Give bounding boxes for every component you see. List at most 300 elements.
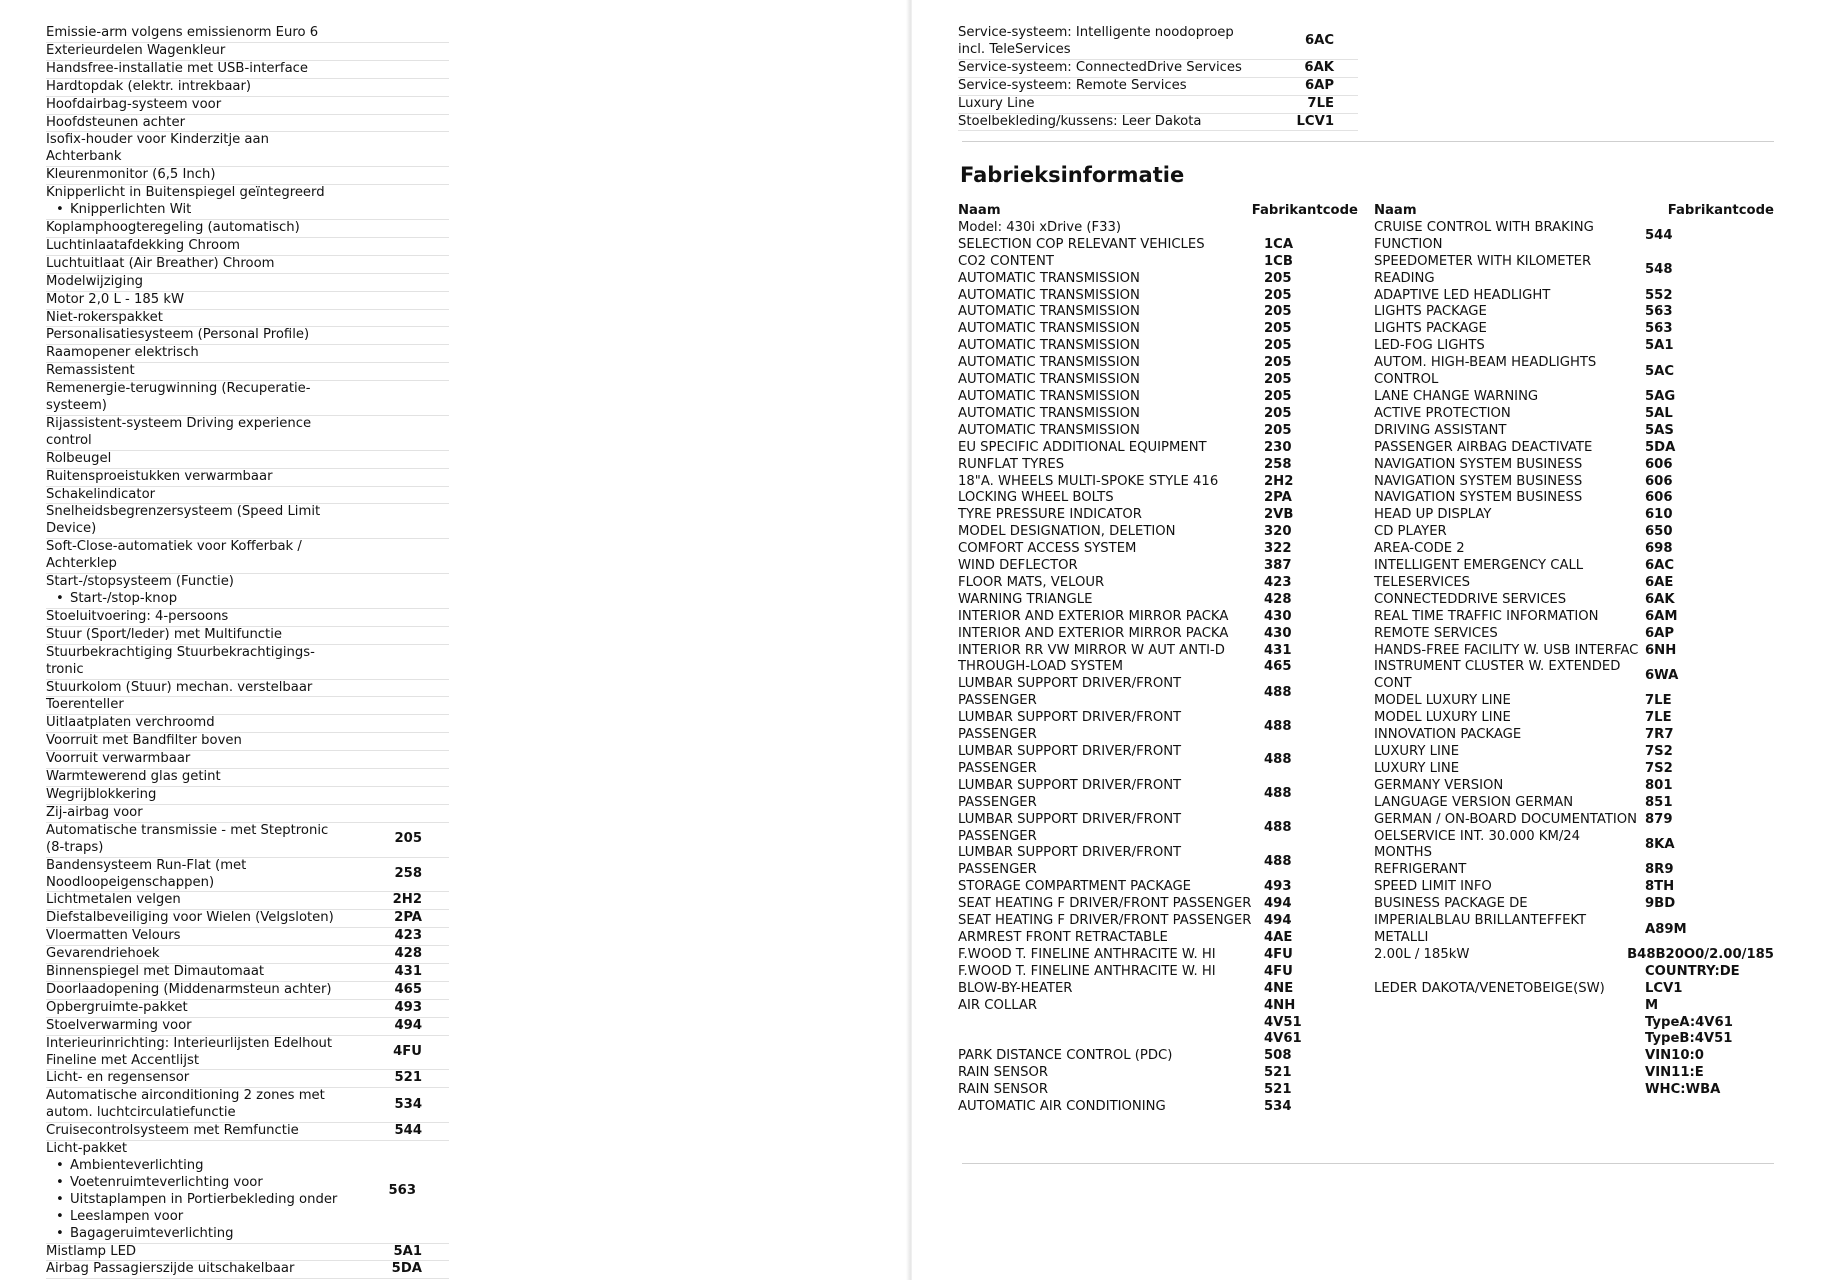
list-item — [958, 964, 1358, 981]
item-name: GERMANY VERSION — [1374, 777, 1504, 793]
item-code: 6AC — [1645, 558, 1675, 574]
list-item — [46, 115, 449, 133]
divider — [962, 1163, 1774, 1164]
item-name: LEDER DAKOTA/VENETOBEIGE(SW) — [1374, 980, 1605, 996]
list-item — [958, 896, 1358, 913]
list-item — [46, 1070, 449, 1088]
list-item — [958, 60, 1358, 78]
item-name: Motor 2,0 L - 185 kW — [46, 291, 184, 307]
item-name: LUMBAR SUPPORT DRIVER/FRONT PASSENGER — [958, 710, 1182, 743]
item-code: 488 — [1264, 718, 1292, 734]
item-code: LCV1 — [1296, 113, 1334, 129]
item-code: 7LE — [1645, 693, 1672, 709]
item-name: Stuurkolom (Stuur) mechan. verstelbaar — [46, 679, 313, 695]
list-item — [958, 389, 1358, 406]
item-name: Interieurinrichting: Interieurlijsten Edelhout Fineline met Accentlijst — [46, 1035, 333, 1068]
item-code: 205 — [1264, 304, 1292, 320]
item-code: 494 — [394, 1017, 422, 1033]
list-item — [46, 79, 449, 97]
item-name: AUTOMATIC TRANSMISSION — [958, 270, 1140, 286]
item-code: 4FU — [1264, 946, 1293, 962]
list-item — [958, 338, 1358, 355]
item-code: 606 — [1645, 490, 1673, 506]
item-name: Licht- en regensensor — [46, 1070, 190, 1086]
list-item — [1374, 913, 1774, 947]
item-code: 6AM — [1645, 608, 1678, 624]
list-item — [958, 1082, 1358, 1099]
item-code: 6AP — [1645, 625, 1675, 641]
list-item — [46, 645, 449, 680]
item-name: Exterieurdelen Wagenkleur — [46, 42, 226, 58]
item-name: AUTOM. HIGH-BEAM HEADLIGHTS CONTROL — [1374, 355, 1597, 388]
item-name: TELESERVICES — [1374, 574, 1471, 590]
item-name: Luxury Line — [958, 95, 1035, 111]
list-item — [958, 237, 1358, 254]
item-code: 6AP — [1304, 77, 1334, 93]
item-name: Service-systeem: ConnectedDrive Services — [958, 59, 1242, 75]
list-item — [46, 97, 449, 115]
item-code: 258 — [394, 866, 422, 882]
list-item — [958, 643, 1358, 660]
item-code: 5AC — [1645, 363, 1675, 379]
item-code: 5A1 — [393, 1243, 422, 1259]
item-code: 2VB — [1264, 507, 1294, 523]
item-name: SELECTION COP RELEVANT VEHICLES — [958, 236, 1205, 252]
item-name: NAVIGATION SYSTEM BUSINESS — [1374, 490, 1583, 506]
item-name: WIND DEFLECTOR — [958, 558, 1078, 574]
list-item — [46, 928, 449, 946]
code-header: Fabrikantcode — [1667, 203, 1774, 218]
item-code: 879 — [1645, 811, 1673, 827]
item-name: PARK DISTANCE CONTROL (PDC) — [958, 1048, 1173, 1064]
item-name: HANDS-FREE FACILITY W. USB INTERFAC — [1374, 642, 1639, 658]
list-item — [46, 451, 449, 469]
item-code: 8R9 — [1645, 862, 1674, 878]
list-item — [1374, 812, 1774, 829]
list-item — [46, 1018, 449, 1036]
item-code: 205 — [1264, 321, 1292, 337]
item-name: Modelwijziging — [46, 273, 144, 289]
list-item — [46, 680, 449, 698]
item-name: REAL TIME TRAFFIC INFORMATION — [1374, 608, 1599, 624]
name-header: Naam — [958, 203, 1001, 218]
list-item — [1374, 829, 1774, 863]
item-code: 5AS — [1645, 422, 1674, 438]
item-name: SPEED LIMIT INFO — [1374, 879, 1492, 895]
item-name: Knipperlicht in Buitenspiegel geïntegreerd — [46, 185, 325, 201]
list-item — [958, 845, 1358, 879]
item-name: WARNING TRIANGLE — [958, 591, 1093, 607]
list-item — [1374, 626, 1774, 643]
item-name: Zij-airbag voor — [46, 804, 143, 820]
item-code: 488 — [1264, 853, 1292, 869]
item-name: TYRE PRESSURE INDICATOR — [958, 507, 1142, 523]
list-item — [958, 114, 1358, 132]
item-code: 548 — [1645, 262, 1673, 278]
list-item — [1374, 541, 1774, 558]
sub-list — [46, 202, 346, 219]
sub-item: • Knipperlichten Wit — [46, 202, 346, 219]
factory-table-right — [1374, 203, 1774, 1099]
item-name: Hardtopdak (elektr. intrekbaar) — [46, 78, 252, 94]
item-code: TypeA:4V61 — [1645, 1014, 1733, 1030]
list-item — [958, 1015, 1358, 1032]
list-item — [46, 310, 449, 328]
list-item — [958, 271, 1358, 288]
list-item — [46, 25, 449, 43]
list-item — [1374, 592, 1774, 609]
item-name: HEAD UP DISPLAY — [1374, 507, 1492, 523]
item-code: 606 — [1645, 456, 1673, 472]
list-item — [1374, 457, 1774, 474]
list-item — [958, 998, 1358, 1015]
item-name: Rijassistent-systeem Driving experience control — [46, 415, 312, 448]
list-item — [46, 910, 449, 928]
item-block — [46, 574, 346, 608]
item-name: THROUGH-LOAD SYSTEM — [958, 659, 1124, 675]
item-code: 230 — [1264, 439, 1292, 455]
list-item — [1374, 609, 1774, 626]
list-item — [46, 964, 449, 982]
item-code: 9BD — [1645, 896, 1676, 912]
item-name: Mistlamp LED — [46, 1243, 137, 1259]
list-item — [958, 676, 1358, 710]
item-code: 8KA — [1645, 836, 1675, 852]
item-name: REFRIGERANT — [1374, 862, 1467, 878]
item-name: Lichtmetalen velgen — [46, 892, 181, 908]
item-name: Soft-Close-automatiek voor Kofferbak / Achterklep — [46, 539, 302, 572]
list-item — [46, 1088, 449, 1123]
item-code: 6NH — [1645, 642, 1677, 658]
list-item — [958, 78, 1358, 96]
list-item — [1374, 1065, 1774, 1082]
item-name: REMOTE SERVICES — [1374, 625, 1498, 641]
list-item — [1374, 321, 1774, 338]
item-code: 205 — [1264, 405, 1292, 421]
item-block — [46, 185, 346, 219]
item-code: 4NH — [1264, 997, 1296, 1013]
code-header: Fabrikantcode — [1251, 203, 1358, 218]
list-item — [46, 751, 449, 769]
item-name: CD PLAYER — [1374, 524, 1447, 540]
item-code: 4V61 — [1264, 1031, 1302, 1047]
item-name: Luchtinlaatafdekking Chroom — [46, 237, 241, 253]
item-name: Airbag Passagierszijde uitschakelbaar — [46, 1261, 295, 1277]
item-name: Koplamphoogteregeling (automatisch) — [46, 219, 300, 235]
item-code: 1CB — [1264, 253, 1293, 269]
item-name: Handsfree-installatie met USB-interface — [46, 60, 309, 76]
list-item — [46, 715, 449, 733]
list-item — [1374, 474, 1774, 491]
list-item — [958, 778, 1358, 812]
item-name: Isofix-houder voor Kinderzitje aan Achterbank — [46, 132, 269, 165]
item-name: AUTOMATIC TRANSMISSION — [958, 338, 1140, 354]
list-item — [46, 1000, 449, 1018]
list-item — [958, 490, 1358, 507]
item-name: AUTOMATIC TRANSMISSION — [958, 304, 1140, 320]
item-name: ARMREST FRONT RETRACTABLE — [958, 929, 1168, 945]
item-name: STORAGE COMPARTMENT PACKAGE — [958, 879, 1192, 895]
item-name: Remenergie-terugwinning (Recuperatie-systeem) — [46, 381, 311, 414]
item-code: 2PA — [1264, 490, 1292, 506]
list-item — [958, 96, 1358, 114]
item-code: 6WA — [1645, 667, 1679, 683]
list-item — [1374, 423, 1774, 440]
table-body — [958, 220, 1358, 1116]
item-code: 205 — [1264, 355, 1292, 371]
list-item — [958, 930, 1358, 947]
item-code: 6AK — [1645, 591, 1675, 607]
item-code: COUNTRY:DE — [1645, 963, 1740, 979]
list-item — [46, 787, 449, 805]
sub-list — [46, 1158, 346, 1243]
item-code: 6AE — [1645, 574, 1674, 590]
item-code: 465 — [1264, 659, 1292, 675]
item-name: INTERIOR RR VW MIRROR W AUT ANTI-D — [958, 642, 1225, 658]
item-code: 5AG — [1645, 388, 1676, 404]
list-item — [958, 457, 1358, 474]
list-item — [958, 913, 1358, 930]
item-name: Diefstalbeveiliging voor Wielen (Velgsloten) — [46, 910, 334, 926]
list-item — [1374, 981, 1774, 998]
item-name: INSTRUMENT CLUSTER W. EXTENDED CONT — [1374, 659, 1621, 692]
item-name: NAVIGATION SYSTEM BUSINESS — [1374, 473, 1583, 489]
item-code: 205 — [1264, 388, 1292, 404]
item-code: 488 — [1264, 786, 1292, 802]
list-item — [46, 292, 449, 310]
list-item — [1374, 490, 1774, 507]
list-item — [46, 982, 449, 1000]
item-name: MODEL DESIGNATION, DELETION — [958, 524, 1176, 540]
list-item — [46, 185, 449, 220]
list-item — [46, 892, 449, 910]
list-item — [46, 327, 449, 345]
item-code: 205 — [394, 831, 422, 847]
item-block — [46, 1141, 346, 1242]
item-code: 2PA — [394, 910, 422, 926]
item-code: M — [1645, 997, 1659, 1013]
item-code: 801 — [1645, 777, 1673, 793]
list-item — [1374, 440, 1774, 457]
list-item — [958, 288, 1358, 305]
item-name: Raamopener elektrisch — [46, 345, 199, 361]
item-name: AUTOMATIC AIR CONDITIONING — [958, 1099, 1166, 1115]
list-item — [46, 345, 449, 363]
item-name: LIGHTS PACKAGE — [1374, 304, 1487, 320]
item-name: Emissie-arm volgens emissienorm Euro 6 — [46, 25, 319, 40]
item-name: Uitlaatplaten verchroomd — [46, 715, 215, 731]
list-item — [958, 744, 1358, 778]
item-name: LUMBAR SUPPORT DRIVER/FRONT PASSENGER — [958, 811, 1182, 844]
list-item — [1374, 406, 1774, 423]
item-name: ADAPTIVE LED HEADLIGHT — [1374, 287, 1551, 303]
item-name: INNOVATION PACKAGE — [1374, 727, 1522, 743]
options-list — [958, 25, 1358, 131]
item-code: 205 — [1264, 338, 1292, 354]
sub-item: • Voetenruimteverlichting voor — [46, 1175, 346, 1192]
list-item — [958, 25, 1358, 60]
item-code: 431 — [394, 964, 422, 980]
item-name: Voorruit verwarmbaar — [46, 751, 191, 767]
item-name: Niet-rokerspakket — [46, 309, 163, 325]
item-name: CONNECTEDDRIVE SERVICES — [1374, 591, 1567, 607]
list-item — [46, 858, 449, 893]
list-item — [46, 487, 449, 505]
list-item — [1374, 693, 1774, 710]
item-name: LANE CHANGE WARNING — [1374, 388, 1539, 404]
item-name: Stoelbekleding/kussens: Leer Dakota — [958, 113, 1202, 129]
item-name: Vloermatten Velours — [46, 928, 181, 944]
list-item — [1374, 288, 1774, 305]
item-name: Kleurenmonitor (6,5 Inch) — [46, 167, 216, 183]
item-name: Personalisatiesysteem (Personal Profile) — [46, 327, 310, 343]
list-item — [958, 812, 1358, 846]
item-code: TypeB:4V51 — [1645, 1031, 1733, 1047]
item-name: Warmtewerend glas getint — [46, 769, 221, 785]
item-name: F.WOOD T. FINELINE ANTHRACITE W. HI — [958, 946, 1216, 962]
list-item — [46, 823, 449, 858]
item-name: EU SPECIFIC ADDITIONAL EQUIPMENT — [958, 439, 1207, 455]
item-code: 544 — [1645, 228, 1673, 244]
item-name: Service-systeem: Intelligente noodoproep incl. TeleServices — [958, 25, 1234, 57]
item-code: 8TH — [1645, 879, 1675, 895]
item-name: FLOOR MATS, VELOUR — [958, 574, 1105, 590]
list-item — [1374, 964, 1774, 981]
list-item — [1374, 338, 1774, 355]
list-item — [1374, 1031, 1774, 1048]
item-name: AUTOMATIC TRANSMISSION — [958, 287, 1140, 303]
item-name: LUMBAR SUPPORT DRIVER/FRONT PASSENGER — [958, 845, 1182, 878]
list-item — [958, 1031, 1358, 1048]
list-item — [1374, 879, 1774, 896]
item-code: 5AL — [1645, 405, 1673, 421]
list-item — [46, 504, 449, 539]
list-item — [1374, 896, 1774, 913]
item-name: F.WOOD T. FINELINE ANTHRACITE W. HI — [958, 963, 1216, 979]
item-name: INTERIOR AND EXTERIOR MIRROR PACKA — [958, 625, 1229, 641]
item-name: Binnenspiegel met Dimautomaat — [46, 964, 265, 980]
list-item — [46, 469, 449, 487]
equipment-list — [46, 25, 449, 1279]
item-name: Hoofdsteunen achter — [46, 114, 185, 130]
item-name: Cruisecontrolsysteem met Remfunctie — [46, 1123, 299, 1139]
list-item — [1374, 795, 1774, 812]
item-code: 508 — [1264, 1048, 1292, 1064]
list-item — [1374, 558, 1774, 575]
item-code: 4NE — [1264, 980, 1294, 996]
item-code: 544 — [394, 1123, 422, 1139]
list-item — [46, 1141, 449, 1243]
item-code: 423 — [394, 928, 422, 944]
item-name: Automatische airconditioning 2 zones met autom. luchtcirculatiefunctie — [46, 1088, 325, 1121]
item-code: 320 — [1264, 524, 1292, 540]
list-item — [958, 879, 1358, 896]
item-name: RAIN SENSOR — [958, 1065, 1049, 1081]
list-item — [1374, 304, 1774, 321]
item-name: Schakelindicator — [46, 486, 156, 502]
list-item — [46, 946, 449, 964]
item-name: SPEEDOMETER WITH KILOMETER READING — [1374, 253, 1592, 286]
list-item — [958, 626, 1358, 643]
item-name: Wegrijblokkering — [46, 786, 157, 802]
item-name: Opbergruimte-pakket — [46, 999, 188, 1015]
list-item — [46, 43, 449, 61]
item-code: 430 — [1264, 625, 1292, 641]
item-name: Model: 430i xDrive (F33) — [958, 219, 1122, 235]
item-code: B48B20O0/2.00/185 — [1627, 946, 1774, 962]
item-name: COMFORT ACCESS SYSTEM — [958, 541, 1137, 557]
name-header: Naam — [1374, 203, 1417, 218]
item-name: Rolbeugel — [46, 450, 112, 466]
list-item — [46, 769, 449, 787]
item-name: NAVIGATION SYSTEM BUSINESS — [1374, 456, 1583, 472]
item-name: AUTOMATIC TRANSMISSION — [958, 405, 1140, 421]
item-name: SEAT HEATING F DRIVER/FRONT PASSENGER — [958, 913, 1252, 929]
item-code: 521 — [394, 1070, 422, 1086]
item-name: 18"A. WHEELS MULTI-SPOKE STYLE 416 — [958, 473, 1219, 489]
item-name: LUMBAR SUPPORT DRIVER/FRONT PASSENGER — [958, 744, 1182, 776]
item-name: 2.00L / 185kW — [1374, 946, 1470, 962]
item-code: 465 — [394, 981, 422, 997]
item-name: LIGHTS PACKAGE — [1374, 321, 1487, 337]
item-name: AUTOMATIC TRANSMISSION — [958, 372, 1140, 388]
list-item — [958, 558, 1358, 575]
left-page — [0, 0, 910, 1280]
item-code: 428 — [394, 946, 422, 962]
item-name: Luchtuitlaat (Air Breather) Chroom — [46, 255, 275, 271]
list-item — [1374, 998, 1774, 1015]
item-code: 205 — [1264, 287, 1292, 303]
list-item — [958, 1099, 1358, 1116]
item-name: BLOW-BY-HEATER — [958, 980, 1073, 996]
list-item — [958, 1048, 1358, 1065]
list-item — [1374, 1015, 1774, 1032]
sub-item: • Leeslampen voor — [46, 1209, 346, 1226]
item-name: Snelheidsbegrenzersysteem (Speed Limit Device) — [46, 504, 321, 537]
item-name: IMPERIALBLAU BRILLANTEFFEKT METALLI — [1374, 913, 1587, 945]
item-code: 7LE — [1645, 710, 1672, 726]
item-code: 7R7 — [1645, 727, 1674, 743]
item-name: ACTIVE PROTECTION — [1374, 405, 1511, 421]
item-name: Service-systeem: Remote Services — [958, 77, 1187, 93]
list-item — [46, 381, 449, 416]
list-item — [958, 609, 1358, 626]
list-item — [1374, 507, 1774, 524]
item-code: 5DA — [391, 1261, 422, 1277]
item-code: WHC:WBA — [1645, 1082, 1721, 1098]
sub-item: • Uitstaplampen in Portierbekleding onder — [46, 1192, 346, 1209]
item-code: 430 — [1264, 608, 1292, 624]
list-item — [46, 61, 449, 79]
item-code: VIN11:E — [1645, 1065, 1704, 1081]
item-name: BUSINESS PACKAGE DE — [1374, 896, 1528, 912]
list-item — [46, 574, 449, 609]
item-name: LED-FOG LIGHTS — [1374, 338, 1485, 354]
item-name: CRUISE CONTROL WITH BRAKING FUNCTION — [1374, 219, 1594, 252]
item-code: 610 — [1645, 507, 1673, 523]
sub-item: • Start-/stop-knop — [46, 591, 346, 608]
item-code: 322 — [1264, 541, 1292, 557]
item-name: Gevarendriehoek — [46, 946, 160, 962]
item-code: 205 — [1264, 422, 1292, 438]
item-name: Doorlaadopening (Middenarmsteun achter) — [46, 981, 332, 997]
list-item — [46, 609, 449, 627]
list-item — [958, 981, 1358, 998]
item-name: MODEL LUXURY LINE — [1374, 710, 1511, 726]
list-item — [46, 238, 449, 256]
table-header — [1374, 203, 1774, 220]
item-name: Stuurbekrachtiging Stuurbekrachtigings-tronic — [46, 644, 315, 677]
